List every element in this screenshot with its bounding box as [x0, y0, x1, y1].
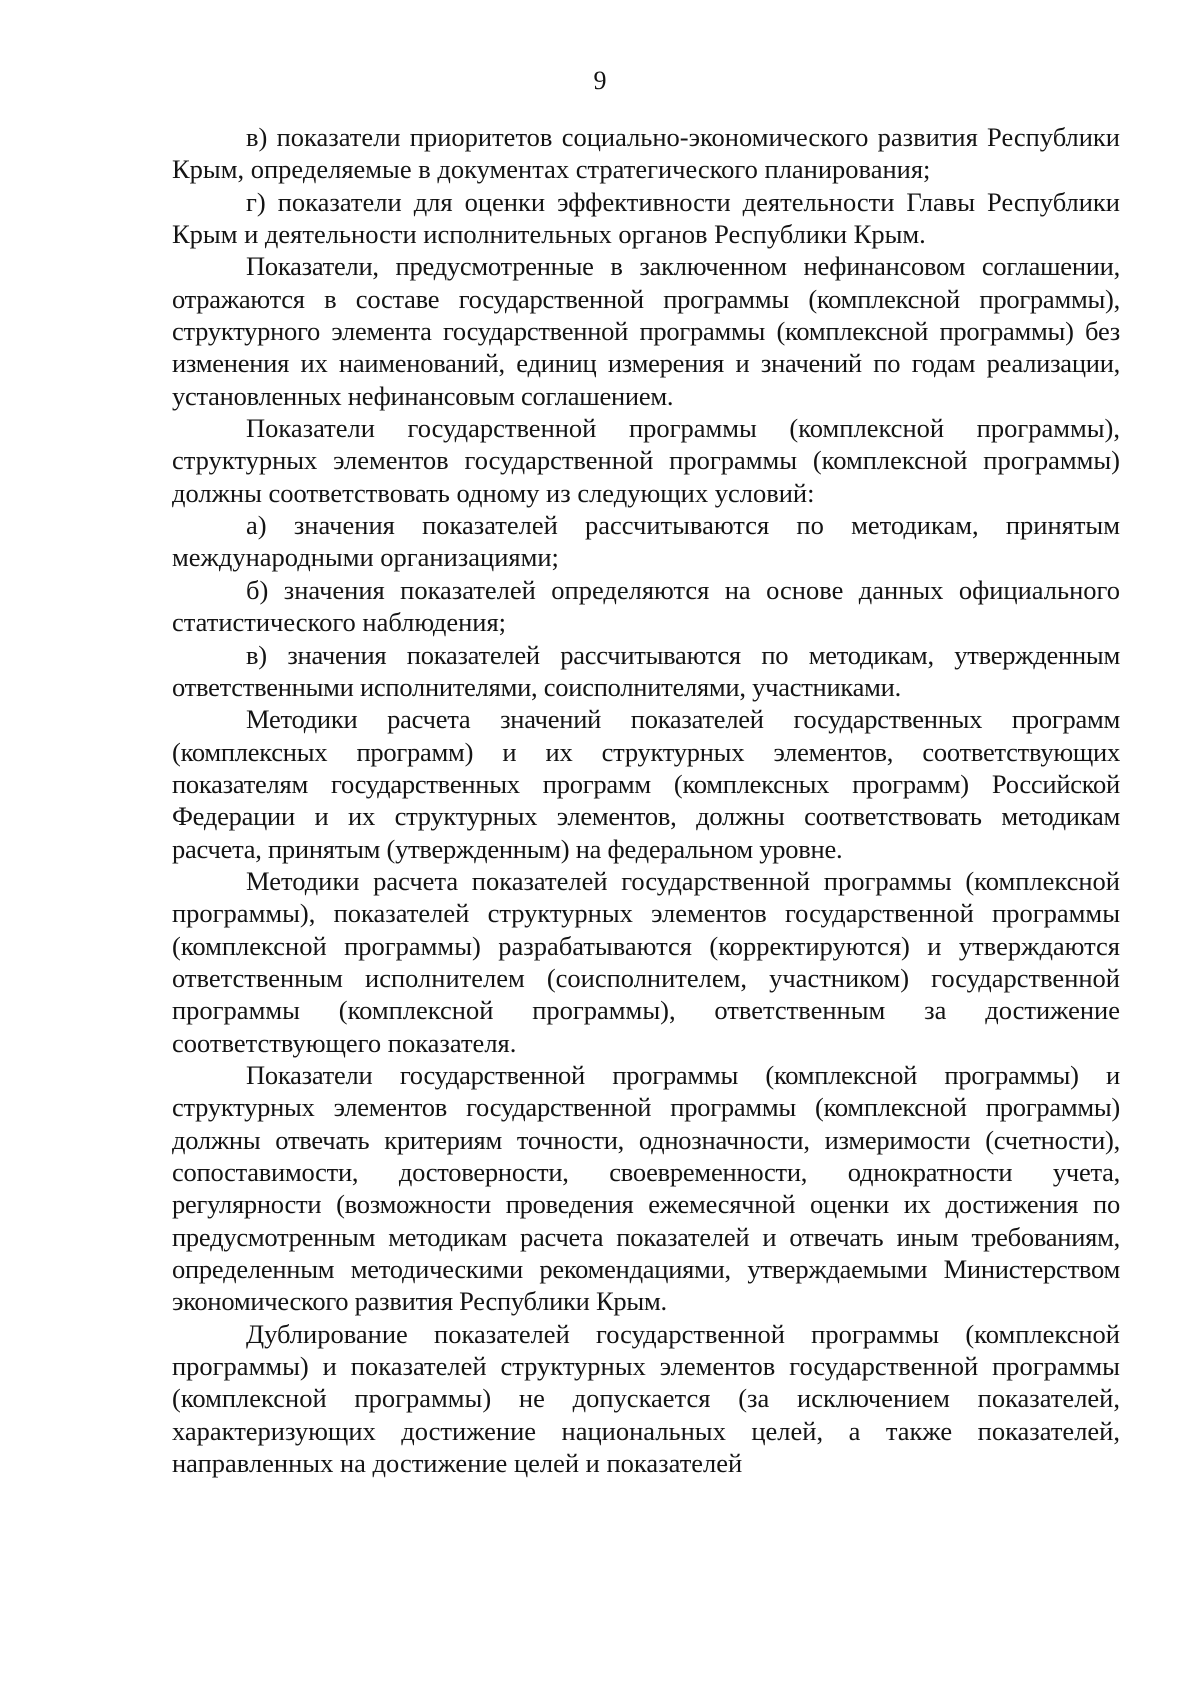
page-number: 9 — [593, 66, 607, 95]
document-body — [172, 121, 1120, 1479]
paragraph-condition-a: а) значения показателей рассчитываются по методикам, принятым международными организациями; — [172, 510, 1120, 573]
paragraph-efficiency-indicators: г) показатели для оценки эффективности деятельности Главы Республики Крым и деятельности исполнительных органов Республики Крым. — [172, 186, 1120, 250]
paragraph-condition-b: б) значения показателей определяются на основе данных официального статистического наблюдения; — [172, 574, 1120, 638]
paragraph-condition-c: в) значения показателей рассчитываются по методикам, утвержденным ответственными исполнителями, соисполнителями, участниками. — [172, 639, 1120, 702]
paragraph-conditions-intro: Показатели государственной программы (комплексной программы), структурных элементов государственной программы (комплексной программы) должны соответствовать одному из следующих условий: — [172, 413, 1120, 508]
paragraph-criteria: Показатели государственной программы (комплексной программы) и структурных элементов государственной программы (комплексной программы) должны отвечать критериям точности, однозначности, измеримости (счетности), сопоставимости, достоверности, своевременности, однократности учета, регулярности (возможности проведения ежемесячной оценки их достижения по предусмотренным методикам расчета показателей и отвечать иным требованиям, определенным методическими рекомендациями, утверждаемыми Министерством экономического развития Республики Крым. — [172, 1059, 1120, 1317]
paragraph-duplication: Дублирование показателей государственной программы (комплексной программы) и показателей структурных элементов государственной программы (комплексной программы) не допускается (за исключением показателей, характеризующих достижение национальных целей, а также показателей, направленных на достижение целей и показателей — [172, 1318, 1120, 1479]
paragraph-methods-development: Методики расчета показателей государственной программы (комплексной программы), показателей структурных элементов государственной программы (комплексной программы) разрабатываются (корректируются) и утверждаются ответственным исполнителем (соисполнителем, участником) государственной программы (комплексной программы), ответственным за достижение соответствующего показателя. — [172, 865, 1120, 1058]
paragraph-priority-indicators: в) показатели приоритетов социально-экономического развития Республики Крым, определяемые в документах стратегического планирования; — [172, 122, 1120, 185]
paragraph-nonfinancial-agreement: Показатели, предусмотренные в заключенном нефинансовом соглашении, отражаются в составе государственной программы (комплексной программы), структурного элемента государственной программы (комплексной программы) без изменения их наименований, единиц измерения и значений по годам реализации, установленных нефинансовым соглашением. — [172, 251, 1120, 411]
paragraph-federal-methods: Методики расчета значений показателей государственных программ (комплексных программ) и их структурных элементов, соответствующих показателям государственных программ (комплексных программ) Российской Федерации и их структурных элементов, должны соответствовать методикам расчета, принятым (утвержденным) на федеральном уровне. — [172, 704, 1120, 864]
